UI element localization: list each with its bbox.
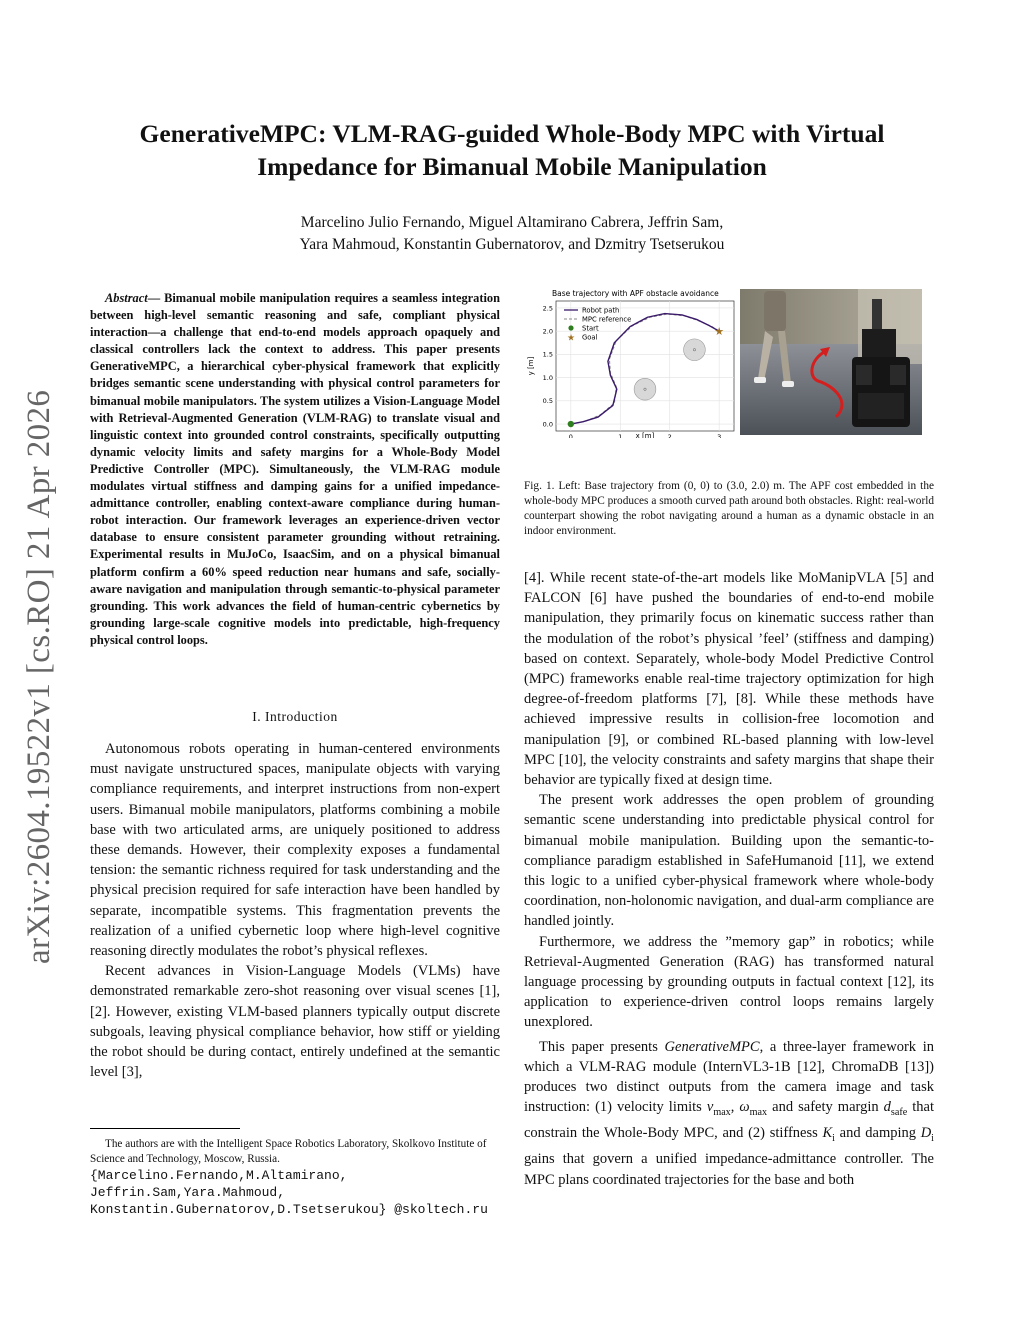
x-tick-label: 0 (568, 433, 573, 438)
intro-paragraph-4: The present work addresses the open problem of grounding semantic scene understanding into predictable physical control for bimanual mobile manipulation. Building upon the semantic-to-compliance paradigm established in SafeHumanoid [11], we extend this logic to a unified cyber-physical framework where whole-body coordination, non-holonomic navigation, and dual-arm compliance are handled jointly. (524, 792, 934, 930)
legend-start-swatch (568, 325, 573, 330)
intro-paragraph-3: [4]. While recent state-of-the-art models like MoManipVLA [5] and FALCON [6] have pushed the boundaries of end-to-end mobile manipulation, they primarily focus on kinematic success rather than the modulation of the robot’s physical ’feel’ (stiffness and damping) based on context. Separately, whole-body Model Predictive Control (MPC) frameworks enable real-time trajectory optimization for high degree-of-freedom platforms [7], [8]. While these methods have achieved impressive results in collision-free locomotion and manipulation [9], or combined RL-based planning with low-level MPC [10], the velocity constraints and safety margins that shape their behavior are typically fixed at design time. (524, 570, 934, 789)
paper-title: GenerativeMPC: VLM-RAG-guided Whole-Body MPC with Virtual Impedance for Bimanual Mobile Manipulation (139, 119, 885, 181)
y-tick-label: 2.5 (542, 304, 553, 313)
section-heading-introduction: I. Introduction (252, 709, 338, 724)
x-tick-label: 1 (618, 433, 623, 438)
abstract-label: Abstract (105, 291, 148, 305)
trajectory-plot (524, 288, 740, 438)
trajectory-plot-svg (524, 288, 740, 438)
intro-left-column (90, 739, 500, 1082)
goal-marker: ★ (714, 326, 725, 339)
legend-goal: Goal (582, 333, 598, 342)
figure-caption: Fig. 1. Left: Base trajectory from (0, 0) to (3.0, 2.0) m. The APF cost embedded in the whole-body MPC produces a smooth curved path around both obstacles. Right: real-world counterpart showing the robot navigating around a human as a dynamic obstacle in an indoor environment. (524, 480, 934, 537)
abstract (90, 290, 500, 649)
footnote (90, 1137, 500, 1218)
author-line-1: Marcelino Julio Fernando, Miguel Altamirano Cabrera, Jeffrin Sam, (300, 214, 724, 231)
robot-photo (740, 289, 922, 435)
intro-paragraph-1: Autonomous robots operating in human-centered environments must navigate unstructured spaces, manipulate objects with varying compliance requirements, and interpret instructions from non-expert users. Bimanual mobile manipulators, platforms combining a mobile base with two articulated arms, are uniquely positioned to address these demands. However, their complexity exposes a fundamental tension: the semantic richness required for task understanding and the physical precision required for safe interaction have been handled by separate, incompatible systems. This fragmentation prevents the realization of a unified cybernetic loop where high-level cognitive reasoning directly modulates the robot’s physical reflexes. (90, 741, 500, 960)
y-tick-label: 0.0 (542, 420, 553, 429)
abstract-text: Bimanual mobile manipulation requires a seamless integration between high-level semantic reasoning and safe, compliant physical interaction—a challenge that end-to-end models approach opaquely and classical controllers lack the context to address. This paper presents GenerativeMPC, a hierarchical cyber-physical framework that explicitly bridges semantic scene understanding with physical control parameters for bimanual mobile manipulators. The system utilizes a Vision-Language Model with Retrieval-Augmented Generation (VLM-RAG) to translate visual and linguistic context into grounded control constraints, specifically outputting dynamic velocity limits and safety margins for a Whole-Body Model Predictive Controller (MPC). Simultaneously, the VLM-RAG module modulates virtual stiffness and damping gains for a unified impedance-admittance controller, enabling context-aware compliance during human-robot interaction. Our framework leverages an experience-driven vector database to ensure consistent parameter grounding without retraining. Experimental results in MuJoCo, IsaacSim, and on a physical bimanual platform confirm a 60% speed reduction near humans and safe, socially-aware navigation and manipulation through semantic-to-physical parameter grounding. This work advances the field of human-centric cybernetics by grounding large-scale cognitive models into predictable, high-frequency physical control loops. (90, 291, 500, 647)
legend-start: Start (582, 324, 599, 333)
obstacle (634, 378, 656, 400)
y-tick-label: 1.0 (542, 373, 553, 382)
legend-goal-swatch: ★ (566, 332, 576, 343)
robot-photo-illustration (740, 289, 922, 435)
arxiv-identifier: arXiv:2604.19522v1 [cs.RO] 21 Apr 2026 (21, 389, 57, 964)
author-line-2: Yara Mahmoud, Konstantin Gubernatorov, and Dzmitry Tsetserukou (299, 236, 725, 253)
x-axis-label: x [m] (635, 432, 655, 438)
x-tick-label: 3 (717, 433, 722, 438)
footnote-emails: {Marcelino.Fernando,M.Altamirano, Jeffrin.Sam,Yara.Mahmoud, Konstantin.Gubernatorov,D.Tsetserukou} @skoltech.ru (90, 1168, 488, 1217)
legend-robot-path: Robot path (582, 306, 620, 315)
intro-paragraph-5: Furthermore, we address the ”memory gap” in robotics; while Retrieval-Augmented Generation (RAG) has transformed natural language processing by grounding outputs in factual context [12], its application to experience-driven control loops remains largely unexplored. (524, 933, 934, 1031)
y-tick-label: 2.0 (542, 327, 553, 336)
footnote-rule (90, 1128, 240, 1129)
intro-paragraph-2: Recent advances in Vision-Language Models (VLMs) have demonstrated remarkable zero-shot reasoning over visual scenes [1], [2]. However, existing VLM-based planners typically output discrete subgoals, leaving physical compliance behavior, how stiff or yielding the robot should be during contact, entirely undefined at the semantic level [3], (90, 963, 500, 1081)
abstract-dash: — (147, 291, 165, 305)
intro-paragraph-6: This paper presents GenerativeMPC, a three-layer framework in which a VLM-RAG module (InternVL3-1B [12], ChromaDB [13]) produces two distinct outputs from the camera image and task instruction: (1) velocity limits $v_{max}$, $\omega_{max}$ and safety margin $d_{safe}$ that constrain the Whole-Body MPC, and (2) stiffness $K_i$ and damping $D_i$ gains that govern a unified impedance-admittance controller. The MPC plans coordinated trajectories for the base and both (524, 1038, 935, 1188)
x-tick-label: 2 (667, 433, 672, 438)
author-list (150, 212, 874, 256)
y-axis-label: y [m] (527, 356, 535, 376)
legend-mpc-reference: MPC reference (582, 315, 632, 324)
y-tick-label: 1.5 (542, 350, 553, 359)
plot-legend (564, 307, 631, 343)
plot-title: Base trajectory with APF obstacle avoidance (552, 289, 719, 298)
intro-right-column (524, 568, 934, 1190)
start-marker (568, 421, 574, 427)
plot-ticks (542, 304, 725, 438)
y-tick-label: 0.5 (542, 397, 553, 406)
footnote-affiliation: The authors are with the Intelligent Space Robotics Laboratory, Skolkovo Institute of Science and Technology, Moscow, Russia. (90, 1138, 487, 1165)
obstacle (684, 339, 706, 361)
